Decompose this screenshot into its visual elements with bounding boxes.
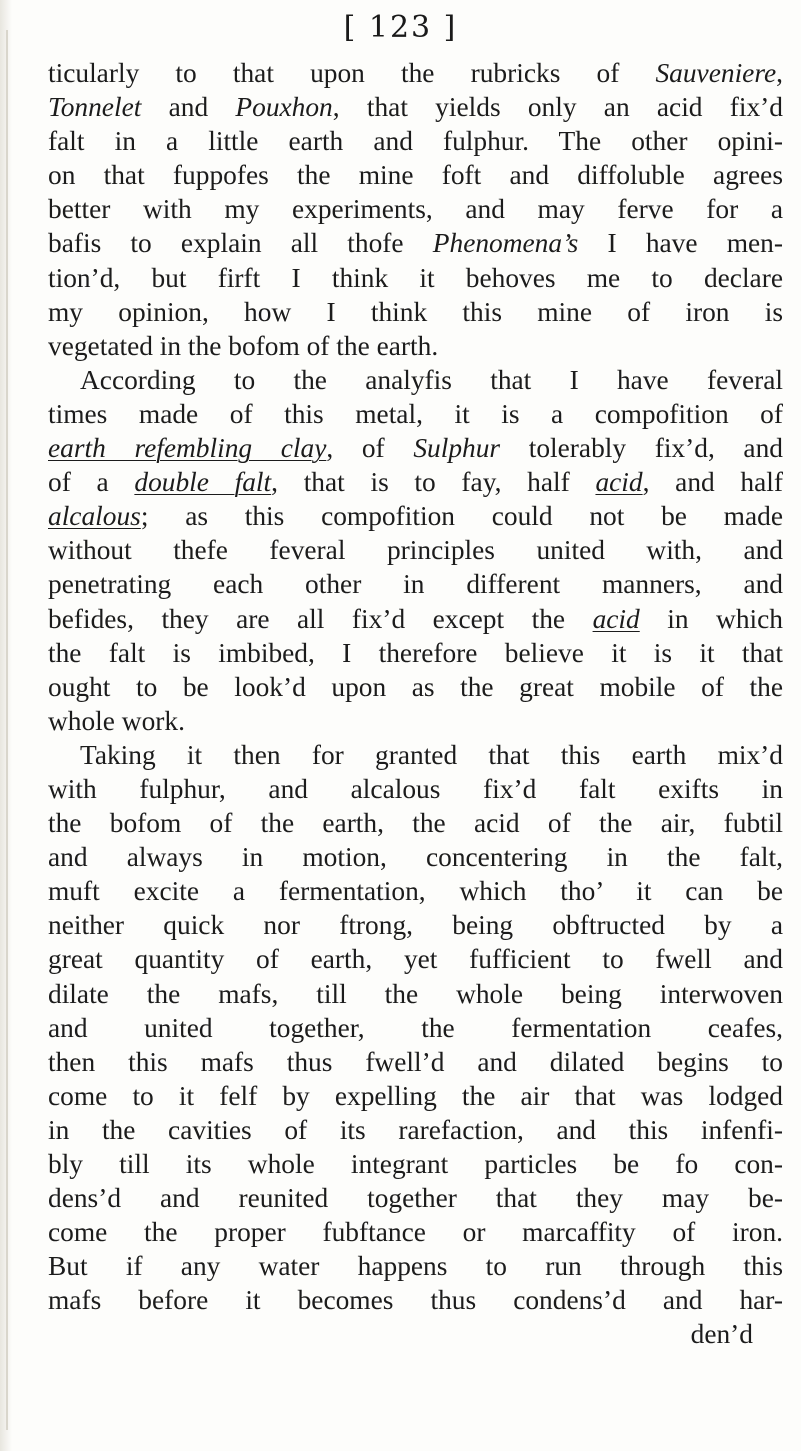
text-line	[48, 56, 783, 90]
text-run: and united together, the fermentation ceafes,	[48, 1012, 783, 1043]
text-run: dilate the mafs, till the whole being interwoven	[48, 978, 783, 1009]
text-run: without thefe feveral principles united with, and	[48, 535, 783, 566]
text-run: , and half	[642, 467, 783, 498]
text-run: mafs before it becomes thus condens’d and har-	[48, 1285, 783, 1316]
page-number: [ 123 ]	[343, 10, 458, 45]
text-line	[48, 806, 783, 840]
text-run: on that fuppofes the mine foft and diffoluble agrees	[48, 160, 783, 191]
text-line	[48, 1283, 783, 1317]
text-run: the bofom of the earth, the acid of the air, fubtil	[48, 808, 783, 839]
text-line	[48, 363, 783, 397]
text-line	[48, 874, 783, 908]
text-line	[48, 499, 783, 533]
text-run: ought to be look’d upon as the great mobile of the	[48, 671, 783, 702]
text-run: in which	[639, 603, 783, 634]
text-run: whole work.	[48, 705, 185, 736]
text-line	[48, 1011, 783, 1045]
text-line	[48, 465, 783, 499]
text-line	[48, 158, 783, 192]
text-line	[48, 397, 783, 431]
text-line	[48, 1079, 783, 1113]
emphasis-text: Sulphur	[413, 433, 501, 464]
text-line	[48, 772, 783, 806]
text-run: den’d	[690, 1319, 753, 1350]
text-line	[48, 636, 783, 670]
text-line	[48, 942, 783, 976]
emphasis-text: acid	[592, 603, 640, 634]
text-run: dens’d and reunited together that they may be-	[48, 1183, 783, 1214]
text-run: befides, they are all fix’d except the	[48, 603, 593, 634]
text-run: and	[141, 92, 236, 123]
text-run: Taking it then for granted that this earth mix’d	[80, 739, 783, 770]
text-run: muft excite a fermentation, which tho’ it can be	[48, 876, 783, 907]
text-line	[48, 1249, 783, 1283]
text-line	[48, 431, 783, 465]
emphasis-text: earth refembling clay	[48, 433, 327, 464]
text-run: great quantity of earth, yet fufficient to fwell and	[48, 944, 783, 975]
text-line	[48, 908, 783, 942]
text-line	[48, 670, 783, 704]
emphasis-text: Pouxhon	[235, 92, 333, 123]
text-line-catchword	[48, 1317, 783, 1351]
text-run: my opinion, how I think this mine of iron is	[48, 296, 783, 327]
text-line	[48, 1181, 783, 1215]
text-run: vegetated in the bofom of the earth.	[48, 330, 439, 361]
text-run: then this mafs thus fwell’d and dilated begins to	[48, 1046, 783, 1077]
body-text	[48, 56, 783, 1352]
text-run: ; as this compofition could not be made	[140, 501, 783, 532]
text-line	[48, 1215, 783, 1249]
text-line	[48, 192, 783, 226]
text-line	[48, 977, 783, 1011]
text-run: penetrating each other in different manners, and	[48, 569, 783, 600]
text-line	[48, 533, 783, 567]
binding-line	[6, 30, 8, 1430]
text-line	[48, 1113, 783, 1147]
text-line	[48, 295, 783, 329]
text-run: ticularly to that upon the rubricks of	[48, 58, 656, 88]
text-line	[48, 261, 783, 295]
text-run: neither quick nor ftrong, being obftructed by a	[48, 910, 783, 941]
text-run: of a	[48, 467, 135, 498]
text-run: , that is to fay, half	[271, 467, 596, 498]
text-run: I have men-	[578, 228, 783, 259]
text-line	[48, 567, 783, 601]
text-line	[48, 1045, 783, 1079]
emphasis-text: double falt	[134, 467, 272, 498]
emphasis-text: Sauveniere	[655, 58, 777, 88]
text-line	[48, 226, 783, 260]
text-line	[48, 329, 783, 363]
text-run: tion’d, but firft I think it behoves me to declare	[48, 262, 783, 293]
text-run: come the proper fubftance or marcaffity of iron.	[48, 1217, 783, 1248]
text-run: bly till its whole integrant particles be fo con-	[48, 1149, 783, 1179]
text-run: falt in a little earth and fulphur. The other opini-	[48, 126, 783, 157]
text-line	[48, 1147, 783, 1181]
text-line	[48, 738, 783, 772]
text-run: and always in motion, concentering in the falt,	[48, 842, 783, 873]
text-line	[48, 90, 783, 124]
emphasis-text: Tonnelet	[48, 92, 142, 123]
text-run: times made of this metal, it is a compofition of	[48, 398, 783, 429]
text-line	[48, 704, 783, 738]
text-run: the falt is imbibed, I therefore believe it is it that	[48, 637, 783, 668]
text-run: According to the analyfis that I have feveral	[80, 364, 783, 395]
emphasis-text: alcalous	[48, 501, 141, 532]
emphasis-text: acid	[595, 467, 643, 498]
text-run: in the cavities of its rarefaction, and this infenfi-	[48, 1114, 783, 1145]
text-run: tolerably fix’d, and	[500, 433, 783, 464]
text-run: better with my experiments, and may ferve for a	[48, 194, 783, 225]
emphasis-text: Phenomena’s	[432, 228, 579, 259]
text-run: , of	[326, 433, 414, 464]
text-line	[48, 602, 783, 636]
text-run: ,	[776, 58, 783, 88]
text-run: But if any water happens to run through this	[48, 1251, 783, 1282]
text-line	[48, 840, 783, 874]
text-run: come to it felf by expelling the air that was lodged	[48, 1080, 783, 1111]
text-run: with fulphur, and alcalous fix’d falt exifts in	[48, 773, 783, 804]
text-run: , that yields only an acid fix’d	[332, 92, 783, 123]
text-line	[48, 124, 783, 158]
text-run: bafis to explain all thofe	[48, 228, 433, 259]
